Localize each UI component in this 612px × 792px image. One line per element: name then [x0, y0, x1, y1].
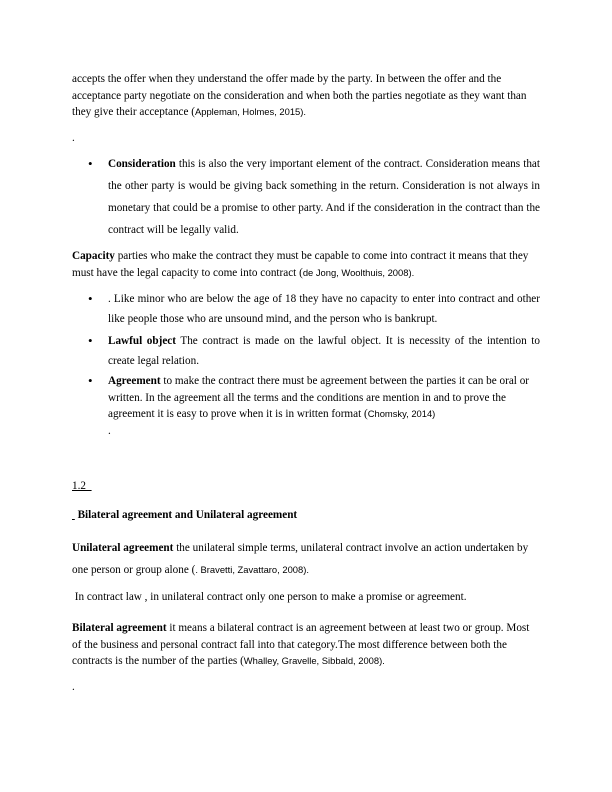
- citation: Whalley, Gravelle, Sibbald, 2008).: [243, 655, 385, 666]
- bullet-list-elements: [72, 289, 540, 439]
- list-item: • Agreement to make the contract there must be agreement between the parties it can be oral or written. In the agreement all the terms and the conditions are mention in and to prove the agreement it is easy to prove when it is in written format (Chomsky, 2014) .: [72, 373, 540, 439]
- citation: Appleman, Holmes, 2015).: [195, 106, 306, 117]
- citation: de Jong, Woolthuis, 2008).: [302, 266, 415, 278]
- term-label: Capacity: [72, 250, 115, 262]
- bullet-list-consideration: [72, 153, 540, 241]
- paragraph-unilateral: Unilateral agreement the unilateral simple terms, unilateral contract involve an action undertaken by one person or group alone (. Bravetti, Zavattaro, 2008).: [72, 542, 529, 576]
- list-item: • Lawful object The contract is made on the lawful object. It is necessity of the intention to create legal relation.: [72, 331, 540, 371]
- list-item: • Consideration this is also the very important element of the contract. Consideration means that the other party is would be giving back something in the return. Consideration is not always in monetary that could be a promise to other party. And if the consideration in the contract than the contract will be legally valid.: [72, 153, 540, 241]
- section-number: 1.2: [72, 480, 92, 492]
- term-label: Unilateral agreement: [72, 542, 174, 554]
- paragraph-offer-acceptance: accepts the offer when they understand the offer made by the party. In between the offer and the acceptance party negotiate on the consideration and when both the parties negotiate as they want than they give their acceptance (Appleman, Holmes, 2015).: [72, 73, 527, 118]
- paragraph-bilateral: Bilateral agreement it means a bilateral contract is an agreement between at least two or group. Most of the business and personal contract fall into that category.The most difference between both the contracts is the number of the parties (Whalley, Gravelle, Sibbald, 2008).: [72, 622, 530, 667]
- term-label: Lawful object: [108, 335, 176, 347]
- stray-dot: .: [72, 681, 75, 693]
- stray-dot: .: [72, 132, 75, 144]
- term-label: Agreement: [108, 375, 161, 387]
- citation: . Bravetti, Zavattaro, 2008).: [195, 564, 309, 575]
- paragraph-capacity: Capacity parties who make the contract they must be capable to come into contract it means that they must have the legal capacity to come into contract (de Jong, Woolthuis, 2008).: [72, 250, 529, 279]
- list-item: • . Like minor who are below the age of 18 they have no capacity to enter into contract and other like people those who are unsound mind, and the person who is bankrupt.: [72, 289, 540, 329]
- term-label: Consideration: [108, 158, 176, 170]
- term-label: Bilateral agreement: [72, 622, 167, 634]
- paragraph-contract-law: In contract law , in unilateral contract only one person to make a promise or agreement.: [72, 591, 467, 603]
- section-heading: Bilateral agreement and Unilateral agreement: [74, 509, 298, 521]
- citation: Chomsky, 2014): [367, 408, 436, 419]
